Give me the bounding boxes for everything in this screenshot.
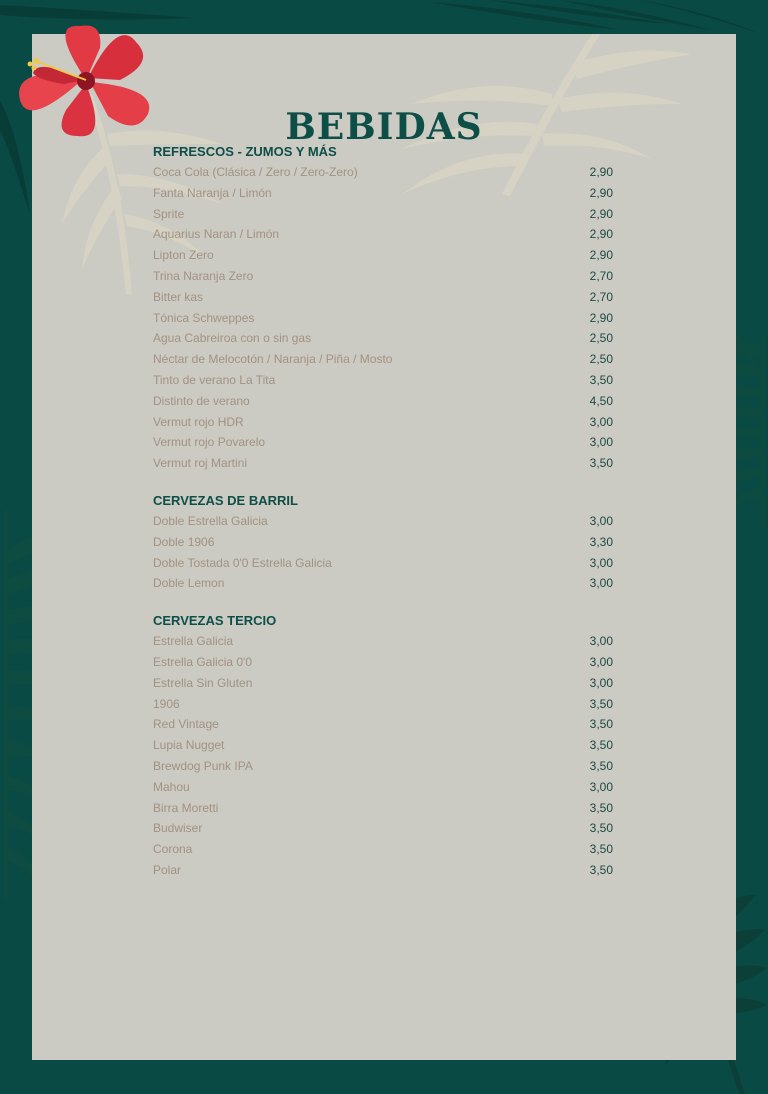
menu-item — [153, 553, 613, 574]
item-name: Distinto de verano — [153, 393, 250, 408]
drinks-menu — [153, 142, 613, 898]
item-name: Agua Cabreiroa con o sin gas — [153, 331, 312, 346]
menu-item — [153, 777, 613, 798]
item-price: 4,50 — [589, 393, 613, 408]
item-price: 3,00 — [589, 576, 613, 591]
menu-item — [153, 573, 613, 594]
item-price: 3,30 — [589, 534, 613, 549]
menu-section — [153, 611, 613, 881]
menu-item — [153, 391, 613, 412]
item-price: 3,00 — [589, 779, 613, 794]
menu-section — [153, 142, 613, 474]
item-name: Lipton Zero — [153, 248, 214, 263]
item-price: 3,50 — [589, 758, 613, 773]
item-name: Doble Estrella Galicia — [153, 513, 268, 528]
item-price: 3,00 — [589, 654, 613, 669]
item-name: Vermut rojo HDR — [153, 414, 244, 429]
menu-item — [153, 714, 613, 735]
item-name: Estrella Galicia 0'0 — [153, 654, 252, 669]
menu-item — [153, 266, 613, 287]
menu-item — [153, 839, 613, 860]
item-name: Tinto de verano La Tita — [153, 372, 276, 387]
item-name: Birra Moretti — [153, 800, 219, 815]
item-name: Brewdog Punk IPA — [153, 758, 253, 773]
menu-item — [153, 818, 613, 839]
item-price: 3,00 — [589, 675, 613, 690]
menu-item — [153, 245, 613, 266]
item-name: Red Vintage — [153, 717, 219, 732]
hibiscus-flower-icon — [8, 18, 156, 142]
item-price: 3,50 — [589, 738, 613, 753]
section-title: CERVEZAS DE BARRIL — [153, 492, 298, 508]
item-price: 2,90 — [589, 227, 613, 242]
item-price: 2,90 — [589, 206, 613, 221]
item-name: Corona — [153, 842, 193, 857]
item-name: Doble 1906 — [153, 534, 215, 549]
item-name: Tónica Schweppes — [153, 310, 255, 325]
menu-item — [153, 162, 613, 183]
section-title: CERVEZAS TERCIO — [153, 613, 277, 629]
item-price: 2,90 — [589, 310, 613, 325]
item-name: Estrella Sin Gluten — [153, 675, 253, 690]
menu-item — [153, 328, 613, 349]
menu-item — [153, 532, 613, 553]
item-name: 1906 — [153, 696, 180, 711]
item-name: Néctar de Melocotón / Naranja / Piña / Mosto — [153, 352, 393, 367]
menu-item — [153, 204, 613, 225]
menu-item — [153, 453, 613, 474]
menu-item — [153, 673, 613, 694]
menu-section — [153, 491, 613, 594]
item-name: Fanta Naranja / Limón — [153, 185, 272, 200]
menu-item — [153, 349, 613, 370]
item-price: 2,70 — [589, 268, 613, 283]
item-price: 3,50 — [589, 372, 613, 387]
menu-item — [153, 224, 613, 245]
item-price: 2,90 — [589, 185, 613, 200]
menu-item — [153, 652, 613, 673]
menu-item — [153, 694, 613, 715]
item-name: Estrella Galicia — [153, 634, 234, 649]
item-price: 3,50 — [589, 842, 613, 857]
menu-item — [153, 735, 613, 756]
item-name: Bitter kas — [153, 289, 204, 304]
item-price: 2,50 — [589, 352, 613, 367]
page-title: BEBIDAS — [285, 106, 483, 148]
item-name: Trina Naranja Zero — [153, 268, 254, 283]
item-price: 3,50 — [589, 717, 613, 732]
menu-item — [153, 432, 613, 453]
item-price: 3,00 — [589, 435, 613, 450]
item-name: Lupia Nugget — [153, 738, 225, 753]
menu-item — [153, 756, 613, 777]
menu-item — [153, 308, 613, 329]
item-name: Vermut roj Martini — [153, 456, 248, 471]
section-title: REFRESCOS - ZUMOS Y MÁS — [153, 144, 337, 159]
item-price: 3,50 — [589, 821, 613, 836]
menu-item — [153, 631, 613, 652]
item-name: Doble Tostada 0'0 Estrella Galicia — [153, 555, 332, 570]
item-price: 2,90 — [589, 248, 613, 263]
item-price: 3,50 — [589, 800, 613, 815]
item-price: 3,50 — [589, 696, 613, 711]
item-name: Budwiser — [153, 821, 203, 836]
item-price: 3,50 — [589, 456, 613, 471]
menu-item — [153, 798, 613, 819]
menu-panel — [32, 34, 736, 1060]
menu-item — [153, 183, 613, 204]
item-price: 3,00 — [589, 555, 613, 570]
item-price: 2,70 — [589, 289, 613, 304]
menu-item — [153, 511, 613, 532]
item-price: 3,50 — [589, 862, 613, 877]
item-name: Polar — [153, 862, 182, 877]
menu-item — [153, 287, 613, 308]
item-name: Coca Cola (Clásica / Zero / Zero-Zero) — [153, 165, 358, 179]
item-name: Sprite — [153, 206, 185, 221]
item-price: 3,00 — [589, 634, 613, 649]
item-price: 2,90 — [589, 165, 613, 179]
item-name: Doble Lemon — [153, 576, 225, 591]
menu-item — [153, 370, 613, 391]
item-name: Aquarius Naran / Limón — [153, 227, 280, 242]
item-name: Mahou — [153, 779, 190, 794]
item-price: 3,00 — [589, 414, 613, 429]
item-name: Vermut rojo Povarelo — [153, 435, 266, 450]
menu-item — [153, 412, 613, 433]
menu-item — [153, 860, 613, 881]
item-price: 3,00 — [589, 513, 613, 528]
item-price: 2,50 — [589, 331, 613, 346]
